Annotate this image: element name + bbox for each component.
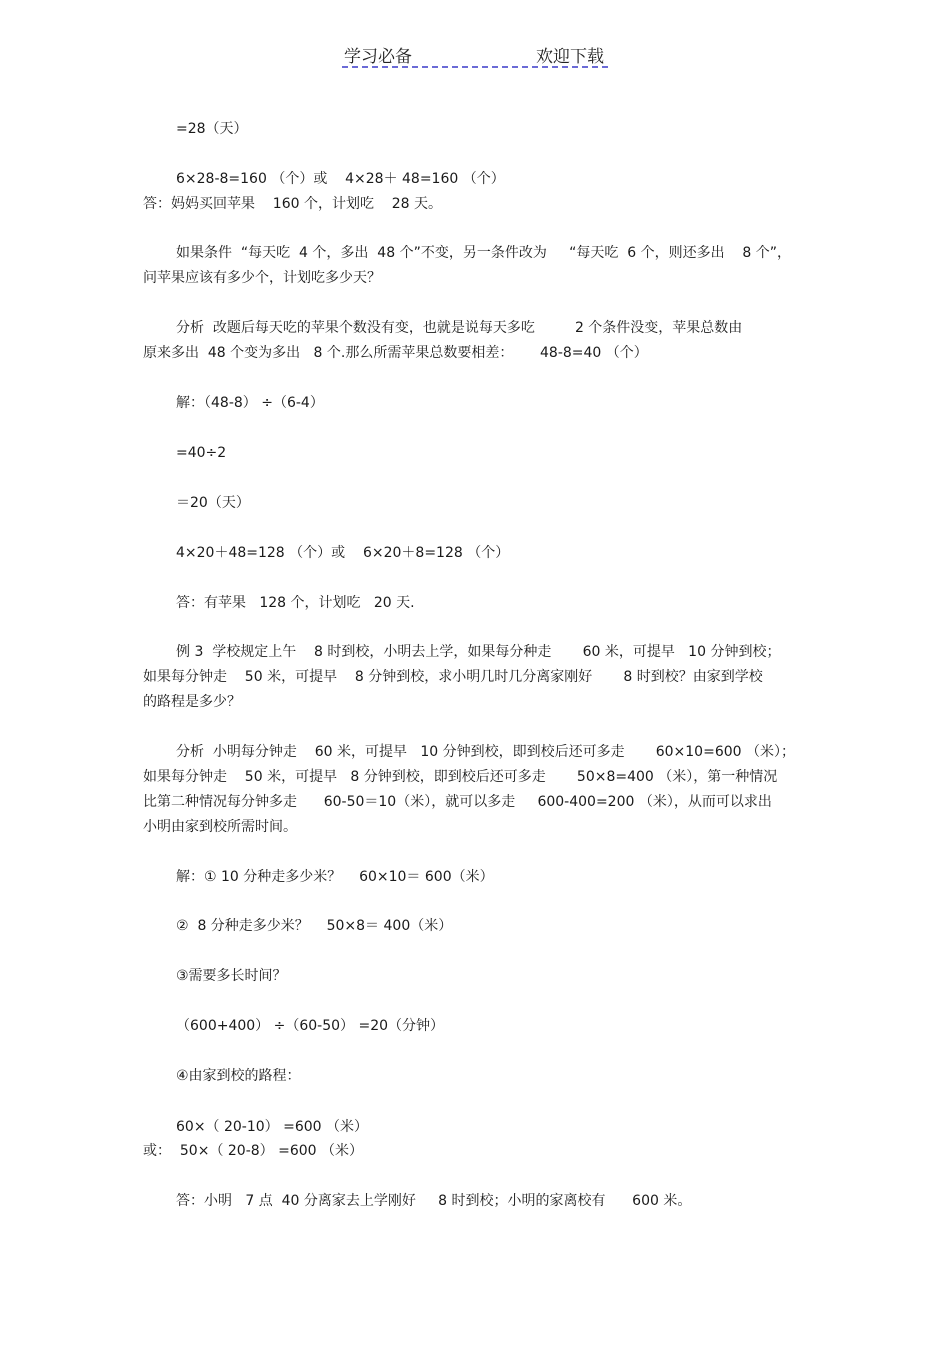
header-right-text: 欢迎下载 xyxy=(536,47,604,67)
text-line: 答：妈妈买回苹果 160 个，计划吃 28 天。 xyxy=(143,196,443,212)
text-line: =40÷2 xyxy=(176,445,227,461)
text-line: 60×（ 20-10） =600 （米） xyxy=(176,1119,369,1135)
text-line: =28（天） xyxy=(176,121,248,137)
text-line: ② 8 分种走多少米？ 50×8＝ 400（米） xyxy=(176,918,453,934)
text-line: 或： 50×（ 20-8） =600 （米） xyxy=(143,1143,364,1159)
text-line: 解：① 10 分种走多少米？ 60×10＝ 600（米） xyxy=(176,869,494,885)
header-left-text: 学习必备 xyxy=(344,47,412,67)
text-line: 4×20＋48=128 （个）或 6×20＋8=128 （个） xyxy=(176,545,510,561)
text-line: 如果每分钟走 50 米，可提早 8 分钟到校，求小明几时几分离家刚好 8 时到校？由家到学校 xyxy=(143,669,763,685)
text-line: 小明由家到校所需时间。 xyxy=(143,819,297,835)
text-line: 答：有苹果 128 个，计划吃 20 天. xyxy=(176,595,415,611)
text-line: ③需要多长时间？ xyxy=(176,968,287,984)
text-line: 如果条件 “每天吃 4 个，多出 48 个”不变，另一条件改为 “每天吃 6 个，则还多出 8 个”， xyxy=(176,245,791,261)
text-line: 6×28-8=160 （个）或 4×28＋ 48=160 （个） xyxy=(176,171,505,187)
text-line: 解：（48-8） ÷（6-4） xyxy=(176,395,324,411)
text-line: 答：小明 7 点 40 分离家去上学刚好 8 时到校；小明的家离校有 600 米。 xyxy=(176,1193,692,1209)
text-line: 问苹果应该有多少个，计划吃多少天？ xyxy=(143,270,381,286)
text-line: 原来多出 48 个变为多出 8 个.那么所需苹果总数要相差： 48-8=40 （个） xyxy=(143,345,648,361)
text-line: 比第二种情况每分钟多走 60-50＝10（米），就可以多走 600-400=200 （米），从而可以求出 xyxy=(143,794,772,810)
text-line: （600+400） ÷（60-50） =20（分钟） xyxy=(176,1018,445,1034)
text-line: 如果每分钟走 50 米，可提早 8 分钟到校，即到校后还可多走 50×8=400 （米），第一种情况 xyxy=(143,769,778,785)
text-line: 分析 小明每分钟走 60 米，可提早 10 分钟到校，即到校后还可多走 60×10=600 （米）； xyxy=(176,744,795,760)
text-line: 分析 改题后每天吃的苹果个数没有变，也就是说每天多吃 2 个条件没变，苹果总数由 xyxy=(176,320,743,336)
text-line: 例 3 学校规定上午 8 时到校，小明去上学，如果每分种走 60 米，可提早 10 分钟到校； xyxy=(176,644,781,660)
text-line: 的路程是多少？ xyxy=(143,694,241,710)
text-line: ＝20（天） xyxy=(176,495,250,511)
text-line: ④由家到校的路程： xyxy=(176,1068,301,1084)
